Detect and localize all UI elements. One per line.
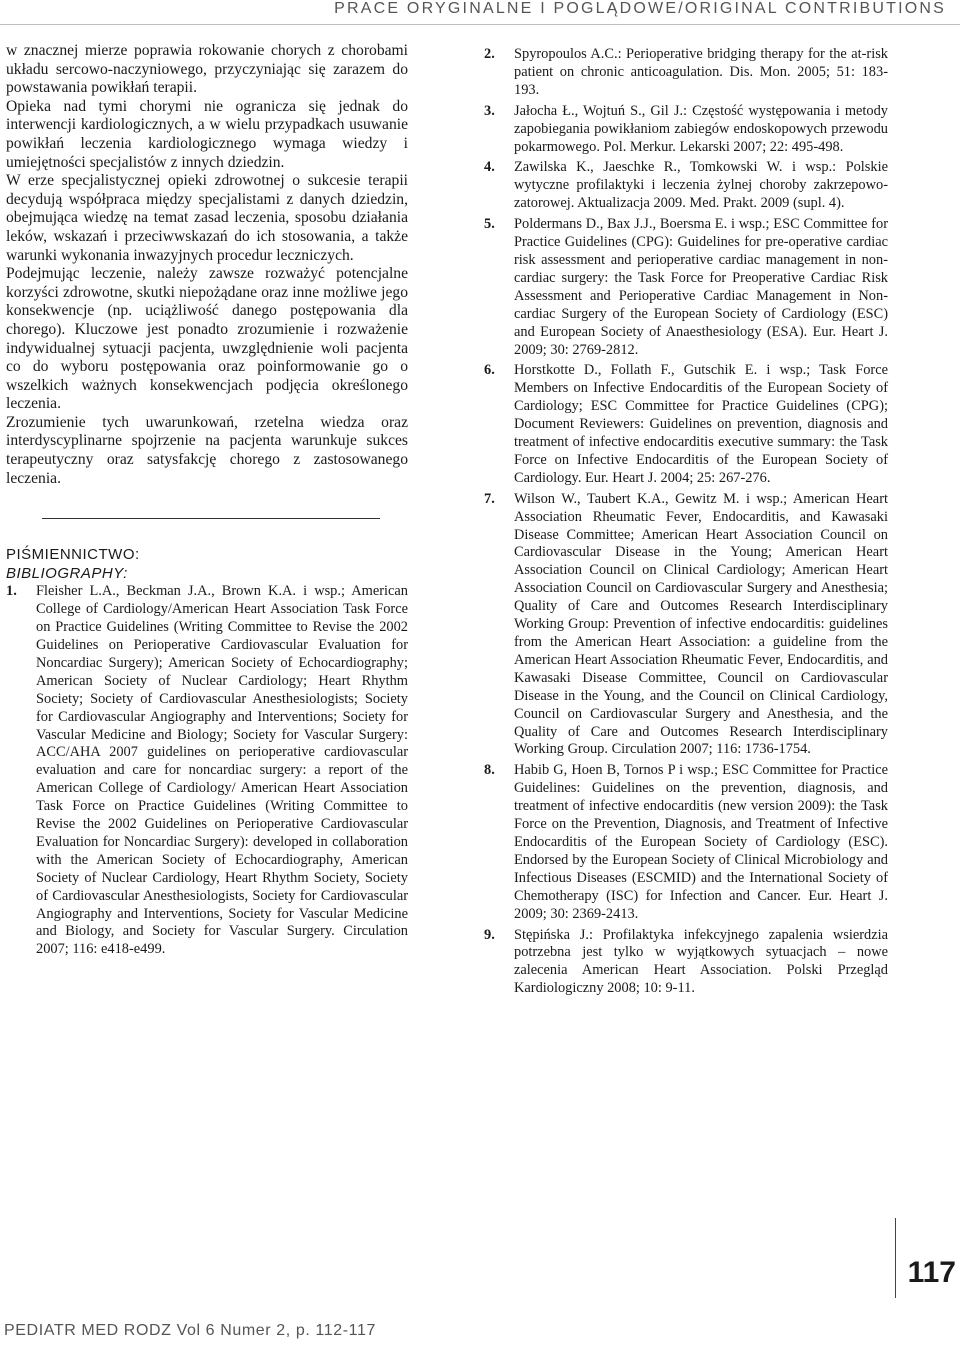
- reference-item: [6, 583, 408, 959]
- reference-item: [484, 762, 888, 923]
- bibliography-heading-en: BIBLIOGRAPHY:: [6, 565, 128, 583]
- reference-item: [484, 927, 888, 999]
- page-number-rule: [895, 1218, 896, 1298]
- left-column: [6, 42, 408, 959]
- reference-item: [484, 46, 888, 100]
- bibliography-heading-pl: PIŚMIENNICTWO:: [6, 546, 140, 564]
- reference-number: 4.: [484, 159, 495, 176]
- reference-list-right: [484, 46, 888, 998]
- body-paragraph: Opieka nad tymi chorymi nie ogranicza się jednak do interwencji kardiologicznych, a w wielu przypadkach usuwanie powikłań leczenia kardiologicznego wymaga wiedzy i umiejętności specjalistów z innych dziedzin.: [6, 97, 408, 171]
- header-divider: [0, 24, 960, 25]
- reference-item: [484, 362, 888, 487]
- reference-text: Horstkotte D., Follath F., Gutschik E. i wsp.; Task Force Members on Infective Endocarditis of the European Society of Cardiology; ESC Committee for Practice Guidelines (CPG); Document Reviewers: Guidelines on prevention, diagnosis and treatment of infective endocarditis executive summary: the Task Force on Infective Endocarditis of the European Society of Cardiology. Eur. Heart J. 2004; 25: 267-276.: [514, 362, 888, 486]
- reference-item: [484, 103, 888, 157]
- reference-item: [484, 491, 888, 760]
- reference-text: Habib G, Hoen B, Tornos P i wsp.; ESC Committee for Practice Guidelines: Guidelines on the prevention, diagnosis, and treatment of infective endocarditis (new version 2009): the Task Force on the Prevention, Diagnosis, and Treatment of Infective Endocarditis of the European Society of Cardiology (ESC). Endorsed by the European Society of Clinical Microbiology and Infectious Diseases (ESCMID) and the International Society of Chemotherapy (ISC) for Infection and Cancer. Eur. Heart J. 2009; 30: 2369-2413.: [514, 762, 888, 922]
- page-number: 117: [907, 1256, 956, 1289]
- reference-text: Zawilska K., Jaeschke R., Tomkowski W. i wsp.: Polskie wytyczne profilaktyki i leczenia żylnej choroby zakrzepowo-zatorowej. Aktualizacja 2009. Med. Prakt. 2009 (supl. 4).: [514, 159, 888, 212]
- reference-number: 8.: [484, 762, 495, 779]
- reference-number: 3.: [484, 102, 495, 119]
- reference-text: Jałocha Ł., Wojtuń S., Gil J.: Częstość występowania i metody zapobiegania powikłaniom zabiegów endoskopowych przewodu pokarmowego. Pol. Merkur. Lekarski 2007; 22: 495-498.: [514, 102, 888, 155]
- reference-number: 2.: [484, 46, 495, 62]
- running-header: PRACE ORYGINALNE I POGLĄDOWE/ORIGINAL CONTRIBUTIONS: [334, 0, 946, 17]
- reference-text: Spyropoulos A.C.: Perioperative bridging therapy for the at-risk patient on chronic anticoagulation. Dis. Mon. 2005; 51: 183-193.: [514, 46, 888, 98]
- journal-citation: PEDIATR MED RODZ Vol 6 Numer 2, p. 112-117: [4, 1322, 376, 1339]
- body-paragraph: Podejmując leczenie, należy zawsze rozważyć potencjalne korzyści zdrowotne, skutki niepożądane oraz inne możliwe jego konsekwencje (np. uciążliwość danego postępowania dla chorego). Kluczowe jest ponadto zrozumienie i rozważenie indywidualnej sytuacji pacjenta, uwzględnienie woli pacjenta co do wyboru postępowania oraz poinformowanie go o wszelkich ważnych konsekwencjach podjęcia określonego leczenia.: [6, 265, 408, 413]
- bibliography-heading: [6, 545, 408, 583]
- body-paragraph: W erze specjalistycznej opieki zdrowotnej o sukcesie terapii decydują współpraca między specjalistami z danych dziedzin, obejmująca wiedzę na temat zasad leczenia, sposobu działania leków, wskazań i przeciwwskazań do ich stosowania, a także warunki wykonania inwazyjnych procedur leczniczych.: [6, 172, 408, 264]
- reference-number: 9.: [484, 926, 495, 943]
- reference-text: Fleisher L.A., Beckman J.A., Brown K.A. i wsp.; American College of Cardiology/American Heart Association Task Force on Practice Guidelines (Writing Committee to Revise the 2002 Guidelines on Perioperative Cardiovascular Evaluation for Noncardiac Surgery); American Society of Echocardiography; American Society of Nuclear Cardiology; Heart Rhythm Society; Society of Cardiovascular Anesthesiologists; Society for Cardiovascular Angiography and Interventions; Society for Vascular Medicine and Biology; Society for Vascular Surgery: ACC/AHA 2007 guidelines on perioperative cardiovascular evaluation and care for noncardiac surgery: a report of the American College of Cardiology/ American Heart Association Task Force on Practice Guidelines (Writing Committee to Revise the 2002 Guidelines on Perioperative Cardiovascular Evaluation for Noncardiac Surgery): developed in collaboration with the American Society of Echocardiography, American Society of Nuclear Cardiology, Heart Rhythm Society, Society of Cardiovascular Anesthesiologists, Society for Cardiovascular Angiography and Interventions, Society for Vascular Medicine and Biology, and Society for Vascular Surgery. Circulation 2007; 116: e418-e499.: [36, 583, 408, 958]
- reference-text: Stępińska J.: Profilaktyka infekcyjnego zapalenia wsierdzia potrzebna jest tylko w wyjątkowych sytuacjach – nowe zalecenia American Heart Association. Polski Przegląd Kardiologiczny 2008; 10: 9-11.: [514, 926, 888, 997]
- reference-number: 5.: [484, 216, 495, 233]
- reference-item: [484, 159, 888, 213]
- right-column: [484, 46, 888, 1001]
- body-paragraph: Zrozumienie tych uwarunkowań, rzetelna wiedza oraz interdyscyplinarne spojrzenie na pacjenta warunkuje sukces terapeutyczny oraz satysfakcję chorego z zastosowanego leczenia.: [6, 413, 408, 487]
- reference-text: Poldermans D., Bax J.J., Boersma E. i wsp.; ESC Committee for Practice Guidelines (CPG): Guidelines for pre-operative cardiac risk assessment and perioperative cardiac management in non-cardiac surgery: the Task Force for Preoperative Cardiac Risk Assessment and Perioperative Cardiac Management in Non-cardiac Surgery of the European Society of Cardiology (ESC) and European Society of Anaesthesiology (ESA). Eur. Heart J. 2009; 30: 2769-2812.: [514, 216, 888, 358]
- reference-number: 6.: [484, 362, 495, 379]
- reference-list-left: [6, 583, 408, 959]
- reference-text: Wilson W., Taubert K.A., Gewitz M. i wsp.; American Heart Association Rheumatic Fever, Endocarditis, and Kawasaki Disease Committee; American Heart Association Council on Cardiovascular Disease in the Young; American Heart Association Council on Clinical Cardiology; American Heart Association Council on Cardiovascular Surgery and Anesthesia; Quality of Care and Outcomes Research Interdisciplinary Working Group: Prevention of infective endocarditis: guidelines from the American Heart Association: a guideline from the American Heart Association Rheumatic Fever, Endocarditis, and Kawasaki Disease Committee, Council on Cardiovascular Disease in the Young, and the Council on Clinical Cardiology, Council on Cardiovascular Surgery and Anesthesia, and the Quality of Care and Outcomes Research Interdisciplinary Working Group. Circulation 2007; 116: 1736-1754.: [514, 490, 888, 758]
- reference-number: 7.: [484, 490, 495, 507]
- reference-item: [484, 216, 888, 359]
- body-paragraph: w znacznej mierze poprawia rokowanie chorych z chorobami układu sercowo-naczyniowego, przyczyniając się zarazem do powstawania powikłań terapii.: [6, 42, 408, 97]
- section-separator: [42, 518, 380, 519]
- reference-number: 1.: [6, 583, 17, 600]
